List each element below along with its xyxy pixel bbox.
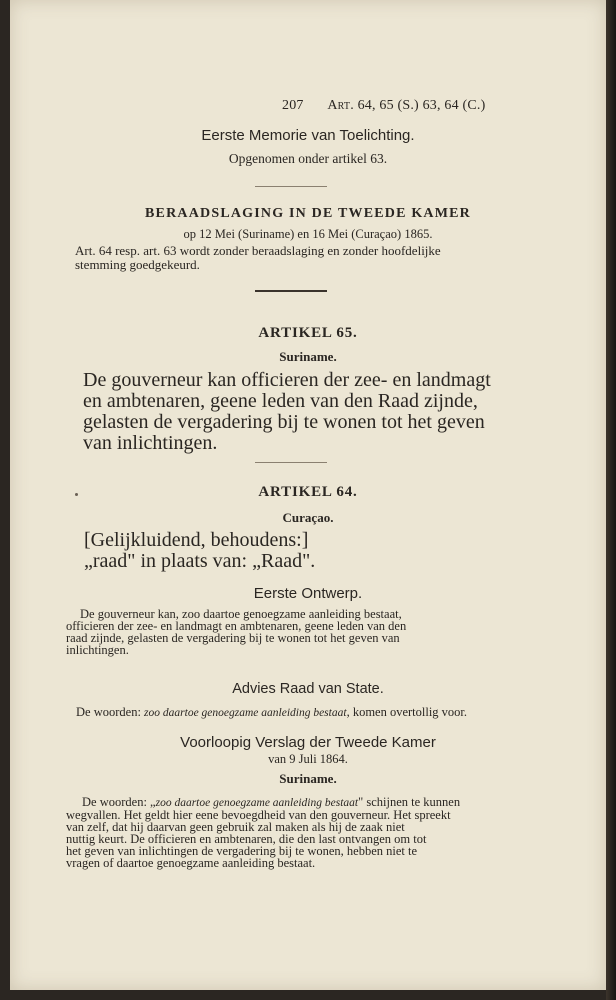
divider [255,186,327,187]
page-number: 207 [282,98,304,113]
thick-divider [255,290,327,292]
artikel-64-region: Curaçao. [282,510,334,525]
verslag-region: Suriname. [279,771,337,786]
book-page [10,0,606,990]
ontwerp-text: De gouverneur kan, zoo daartoe genoegzame aanleiding bestaat, officieren der zee- en landmagt en ambtenaren, geene leden van den raad zijnde, gelasten de vergadering bij te wonen tot het geven van inlichtingen. [66,607,407,657]
beraadslaging-text: Art. 64 resp. art. 63 wordt zonder beraadslaging en zonder hoofdelijke stemming goedgekeurd. [75,243,441,272]
artikel-65-heading: ARTIKEL 65. [258,325,358,341]
beraadslaging-title: BERAADSLAGING IN DE TWEEDE KAMER [145,206,471,221]
memorie-subtitle: Opgenomen onder artikel 63. [228,151,388,166]
advies-title: Advies Raad van State. [232,681,384,697]
verslag-date: van 9 Juli 1864. [268,752,348,766]
article-references: Art. 64, 65 (S.) 63, 64 (C.) [327,98,486,113]
memorie-title: Eerste Memorie van Toelichting. [201,127,415,144]
advies-text: De woorden: zoo daartoe genoegzame aanleiding bestaat, komen overtollig voor. [76,705,468,719]
divider [255,462,327,463]
artikel-65-text: De gouverneur kan officieren der zee- en landmagt en ambtenaren, geene leden van den Raad zijnde, gelasten de vergadering bij te wonen tot het geven van inlichtingen. [83,369,491,454]
verslag-text: De woorden: „zoo daartoe genoegzame aanleiding bestaat" schijnen te kunnen wegvallen. Het geldt hier eene bevoegdheid van den gouverneur. Het spreekt van zelf, dat hij daarvan geen gebruik zal maken als hij de zaak niet nuttig keurt. De officieren en ambtenaren, die den last ontvangen om tot het geven van inlichtingen de vergadering bij te wonen, hebben niet te vragen of daartoe genoegzame aanleiding bestaat. [66,795,461,870]
running-header [282,98,485,114]
artikel-65-region: Suriname. [279,349,337,364]
artikel-64-text: [Gelijkluidend, behoudens:] „raad" in plaats van: „Raad". [84,529,316,572]
ontwerp-title: Eerste Ontwerp. [253,585,363,602]
beraadslaging-date: op 12 Mei (Suriname) en 16 Mei (Curaçao) 1865. [183,227,433,241]
artikel-64-heading: ARTIKEL 64. [258,484,358,500]
verslag-title: Voorloopig Verslag der Tweede Kamer [180,734,436,751]
book-spine-edge [606,0,616,1000]
